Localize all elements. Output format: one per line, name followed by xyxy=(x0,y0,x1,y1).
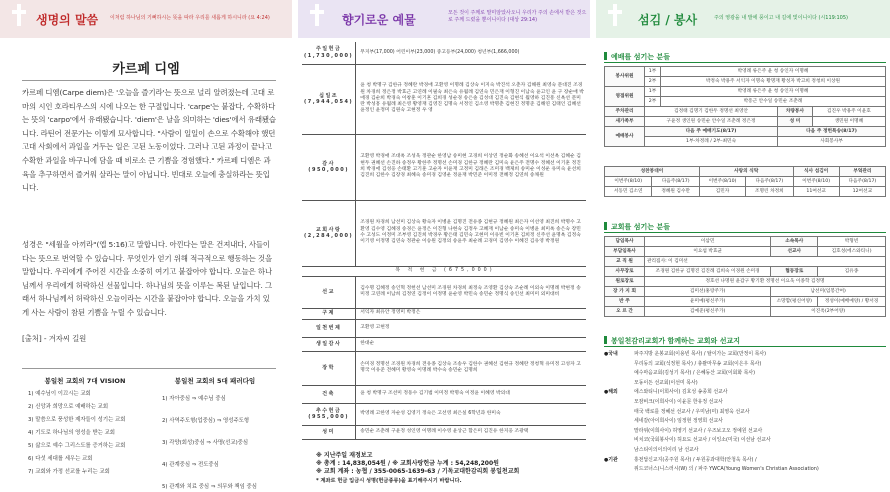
list-item: 세네갈(아이희사이) 임정현 정영희 선교사 xyxy=(634,418,723,425)
list-item: ●기관 홍천답신교지(공주원 목사) / 두원공과대학(안청욱 목사) / xyxy=(604,456,757,463)
table-row: 성미 송민순 조춘례 구윤정 성인영 이명례 이수영 윤상근 함은미 김진유 한지웅 조광택 xyxy=(302,425,586,439)
table-row: 부담임목사 이요섭 박효균 선교사 김호성(에스와티니) xyxy=(605,247,886,257)
table-row: 장 가 지 회 김미선(홍랑주가) 남선미(임봉간여) xyxy=(605,287,886,297)
list-item: 모잠비크(이희사이) 이윤문 한유정 선교사 xyxy=(634,398,723,405)
table-row: 원로장로 정호선 나명원 윤갑구 황기환 정명선 이요욱 이종학 김정명 xyxy=(605,277,886,287)
panel3-subtitle: 주의 영광을 내 발에 풍이고 내 길에 빛이니이다 (시119:105) xyxy=(714,15,848,21)
paradigm-title: 봉일천 교회의 5대 패러다임 xyxy=(174,377,256,385)
list-item: 2) 신앙과 희망으로 예배하는 교회 xyxy=(28,404,109,410)
worship-section-title: 예배를 섬기는 분들 xyxy=(604,52,670,62)
table-row: 목 적 헌 금 (675,000) xyxy=(302,266,586,276)
staff-section-title: 교회를 섬기는 분들 xyxy=(604,222,670,232)
panel3-title: 섬김 / 봉사 xyxy=(638,13,698,27)
table-row: 이번주(8/10) 다음주(8/17) 이번주(8/10) 다음주(8/17) 이번주(8/10) 다음주(8/17) xyxy=(605,177,886,187)
meditation-paragraph-1: 카르페 디엠(Carpe diem)은 '오늘을 즐기라'는 뜻으로 널리 알려졌는데 고대 로마의 시인 호라티우스의 시에 나오는 한 구절입니다. 'carpe'는 붙잡다, 수확하다는 뜻의 'carpo'에서 유래됐습니다. 'diem'은 날을 의미하는 'dies'에서 유래됐습니다. 라틴어 전문가는 이렇게 묘사합니다. "사람이 일일이 손으로 수확해야 했던 고대 사회에서 과일을 거두는 일은 고된 노동이었다. 그러나 고된 과정이 끝나고 수확한 과일을 바구니에 담을 때 비로소 큰 기쁨을 경험했다." 카르페 디엠은 과육을 추구하면서 즐거워 살라는 말이 아닙니다. 빈대로 오늘에 충실하라는 뜻입니다. xyxy=(22,88,276,193)
meditation-paragraph-2: 성경은 "세월을 아끼라"(엡 5:16)고 말합니다. 아낀다는 말은 건져내다, 사들이다는 뜻으로 번역할 수 있습니다. 무엇인가 얻기 위해 적극적으로 행동하는 것을 말합니다. 우리에게 주어진 시간을 소중히 여기고 붙잡아야 합니다. 오늘은 하나님께서 우리에게 허락하신 선물입니다. 하나님의 뜻을 이루는 복된 날입니다. 그래서 하나님께서 허락하신 오늘이라는 시간을 붙잡아야 합니다. 오늘을 가치 있게 사는 사람이 참된 기쁨을 누릴 수 있습니다. xyxy=(22,240,273,317)
table-row: 영접위원 1부 박영례 류은주 윤 청 송인자 이명혜 xyxy=(605,87,886,97)
table-row: 1부-차정례 / 2부-최민숙 사회봉사부 xyxy=(605,137,886,147)
panel2-title: 향기로운 예물 xyxy=(342,13,416,27)
table-row: 교회사랑 (2,284,000) 조경원 차경희 남선미 김상숙 황숙자 이병윤 김명진 전유종 김현규 정혜원 최은자 이선영 최진희 박명수 고환영 김수영 김혜경 송경은 윤정은 이진형 나현숙 김정우 고혜재 이남순 송미숙 이병윤 최미옥 송은숙 장민수 고성도 이정미 조부영 김진희 박경우 황은태 김민숙 고현미 이유빈 이기흔 김희정 신주선 윤명옥 김정숙 이기영 이정명 김연숙 정관순 이승원 김정의 송윤주 최순례 고경미 김영수 이혜진 김유영 박정원 xyxy=(302,200,586,266)
list-item: 3) 말씀으로 풍성한 제자들이 성기는 교회 xyxy=(28,417,126,423)
staff-table xyxy=(604,236,886,317)
panel-offerings xyxy=(298,0,590,492)
offering-table xyxy=(302,42,586,440)
table-row: 2부 박흥근 안수일 송민순 조춘례 xyxy=(605,97,886,107)
panel3-header xyxy=(596,0,890,38)
table-row: 장학 손미경 정명선 조경원 차경희 전유종 김상숙 조송우 김한수 권혜선 김현규 정혜란 정청혁 유미정 고성자 고명국 이유준 전혜미 황영숙 이명례 박수숙 송민순 김명희 xyxy=(302,351,586,385)
list-item: 무리동의 교회(석정현 목사) / 총괄마무송 교회(이은우 목사) xyxy=(634,360,762,367)
list-item: 태국 백로를 정혜선 선교사 / 우미남(미) 최영욱 선교사 xyxy=(634,408,750,415)
table-row: 감사 (950,000) 고환영 박경애 조대옥 조성욱 정관순 한영남 송미현 고경희 이상연 정순화 송혜선 이요석 이선옥 김혜순 김현두 권혜선 손진하 송정우 황한주 정명선 손미경 김한규 정혜란 김미숙 윤은주 전명수 정혜선 이기훈 정진희 박경애 김성웅 손태환 고기훈 고순자 이윤재 고정미 김래은 조미경 백제희 송미순 이성운 유미숙 윤선희 김진희 김한수 김장경 최혜숙 송미경 김영운 정윤재 박민준 이미정 전혜정 김연희 송채원 xyxy=(302,134,586,200)
meal-service-table xyxy=(604,166,886,197)
list-item: 4) 관계중심 ⇒ 전도중심 xyxy=(162,462,219,468)
list-item: 3) 각양(회성)중심 ⇒ 사명(선교)중심 xyxy=(162,440,249,446)
table-row: 사무장로 조경원 김한규 김명진 김진례 김희숙 이경원 손미경 협동장로 김유종 xyxy=(605,267,886,277)
list-item: 비치코(국회봉사이) 허요도 선교사 / 이잉소(미국) 이선남 선교사 xyxy=(634,437,771,444)
mission-section-title: 봉일천감리교회가 함께하는 교회와 선교지 xyxy=(604,336,740,346)
table-row: 반 주 윤미예(평신주가) 소망합(평신어양) 정성이(예배예양) / 황서경 xyxy=(605,297,886,307)
meditation-source: [출처] - 겨자씨 길원 xyxy=(22,334,87,343)
list-item: 예수마음교회(김성기 목사) / 은혜동산 교회(이회화 목사) xyxy=(634,370,755,377)
list-item: 위드코너스(니스러시(W) 의 / 파주 YWCA(Young Women's Christian Association) xyxy=(634,466,819,473)
list-item: ●국내 파주지방 운봉교회(이용빈 목사) / 탈이가는 교회(만정이 목사) xyxy=(604,351,766,357)
vision-title: 봉일천 교회의 7대 VISION xyxy=(44,377,126,385)
list-item: 5) 삶으로 예수 그리스도를 증거하는 교회 xyxy=(28,443,126,449)
table-row: 일천번제 고환영 고현정 xyxy=(302,319,586,337)
meditation-title: 카르페 디엠 xyxy=(112,62,180,77)
footnote-line: ※ 지난주일 재정보고 xyxy=(316,452,373,459)
table-row: 주일헌금 (1,730,000) 무지부(17,000) 어린이부(23,000) 중고등부(24,000) 청년부(1,666,000) xyxy=(302,42,586,64)
footnote-line: ※ 총계 : 14,838,054원 / ※ 교회사랑헌금 누계 : 54,248,200원 xyxy=(316,460,499,468)
cross-icon xyxy=(12,4,26,26)
table-row: 건축 윤 청 박명구 조선미 정동수 김기범 이미정 박명숙 이정윤 이혜영 박의대 xyxy=(302,385,586,403)
list-item: 4) 기도로 하나님의 영성을 받는 교회 xyxy=(28,430,116,436)
list-item: 7) 교회와 가정 선교를 누리는 교회 xyxy=(28,469,110,475)
table-row: 담임목사 이삼민 소속목사 박형빈 xyxy=(605,237,886,247)
list-item: 1) 예수님이 이끄시는 교회 xyxy=(28,391,91,397)
list-item: 6) 다섯 세대를 세우는 교회 xyxy=(28,456,93,462)
panel2-subtitle: 모든 것이 주께로 말미암았사오니 우리가 주의 손에서 받은 것으로 주께 드렸을 뿐이니이다 (대상 29:14) xyxy=(448,10,587,23)
section-divider xyxy=(22,368,276,369)
panel1-header xyxy=(0,0,292,38)
table-row: 봉사위원 1부 박영례 류은주 윤 청 송인자 이명혜 xyxy=(605,67,886,77)
section-line xyxy=(604,62,886,63)
table-row: 교 직 원 관리집사: 이 김미선 xyxy=(605,257,886,267)
footnote-line: * 계좌로 헌금 입금시 성명(헌금종류)을 표기해주시기 바랍니다. xyxy=(316,477,462,484)
worship-table xyxy=(604,66,886,147)
paradigm-list xyxy=(162,388,288,492)
section-line xyxy=(604,232,886,233)
table-row: 예배봉사 다음 주 예배기도(8/17) 다음 주 정헌특송(8/17) xyxy=(605,127,886,137)
title-divider xyxy=(22,80,276,81)
table-row: 구제 서익자 최유안 정영미 박정은 xyxy=(302,308,586,319)
table-row: 성찬봉대이 사랑의 식탁 식사 섬김이 부엌관리 xyxy=(605,167,886,177)
cross-icon xyxy=(608,4,622,26)
table-row: 추수헌금 (955,000) 박영례 고한영 자순성 김영기 정숙은 고선영 최은실 6학년과 한미숙 xyxy=(302,403,586,425)
list-item: 2) 사역주도형(업중심) ⇒ 영성주도형 xyxy=(162,418,250,424)
table-row: 2부 박정숙 박용주 서익자 이명숙 황명재 황성자 박고희 정청희 이상원 xyxy=(605,77,886,87)
table-row: 오 르 간 김예준(평신주가) 이진옥(2부어양) xyxy=(605,307,886,317)
panel1-title: 생명의 말씀 xyxy=(36,13,99,27)
list-item: 1) 자아중심 ⇒ 예수님 중심 xyxy=(162,396,226,402)
cross-icon xyxy=(310,4,324,26)
table-row: 서동민 김소연 정혜원 김수만 김민자 조명린 차정희 11여선교 12여선교 xyxy=(605,187,886,197)
table-row: 새가족부 구윤정 생인원 송민순 안수일 조춘례 정은정 성 미 생민원 이명혜 xyxy=(605,117,886,127)
table-row: 선교 김수명 김혜정 송인혁 정헌선 남선미 조경원 차경희 최정숙 조영환 김상숙 조순례 이외숙 이명례 박현정 송미정 고연례 이남희 김정연 김정이 이정명 윤순영 박민숙 송민순 정명식 송인선 최미미 외미대비 xyxy=(302,276,586,308)
list-item: 모동이든 선교회(이선미 목사) xyxy=(634,379,698,386)
mission-list xyxy=(604,350,886,475)
section-line xyxy=(604,346,886,347)
list-item: 남스티이의이의이리 남 선교사 xyxy=(634,446,699,453)
finance-report xyxy=(316,452,519,485)
list-item: 5) 관계와 치료 중심 ⇒ 의무와 책임 중심 xyxy=(162,484,257,490)
panel2-header xyxy=(298,0,590,38)
vision-list xyxy=(28,388,150,479)
list-item: 말라위(이희사이) 허영기 선교사 / 우즈보고오 정예원 선교사 xyxy=(634,427,763,434)
panel-service xyxy=(596,0,890,492)
table-row: 십일조 (7,944,054) 윤 청 박명구 김한규 정혜란 박경애 고환영 이명례 김상숙 이지숙 박진석 오춘자 김해원 최영숙 문대진 조경원 차경희 정은정 박효근 고연례 이필숙 최은숙 유월례 김연숙 민은재 이형진 이남숙 윤고인 윤 구 장순애 박애경 김순희 박경숙 이창훈 이기흔 김희경 성순경 송은솔 김성대 김진숙 김현식 월영하 김진흥 신옥선 문미란 박성흥 유월례 최은영 황영재 김영진 김명숙 서정인 김소영 박명춘 김현진 정명준 김해연 김태인 김혜선 윤정인 윤정미 김원숙 고현정 우 영 xyxy=(302,64,586,134)
panel-word-of-life xyxy=(0,0,292,492)
panel1-subtitle: 이처럼 하나님의 기뻐하시는 뜻을 따라 우리를 새롭게 하시니라 (요 4:24) xyxy=(110,15,270,21)
footnote-line: ※ 교회 계좌 : 농협 / 355-0065-1639-63 / 기독교대한감리회 봉일천교회 xyxy=(316,468,520,476)
table-row: 생일감사 한대순 xyxy=(302,337,586,351)
list-item: ●해외 에스와티니(이희사이) 김호성 송종희 선교사 xyxy=(604,389,728,396)
table-row: 주차관리 김정태 김명기 김한두 정명선 최영안 차량봉사 김진우 박용주 이윤호 xyxy=(605,107,886,117)
